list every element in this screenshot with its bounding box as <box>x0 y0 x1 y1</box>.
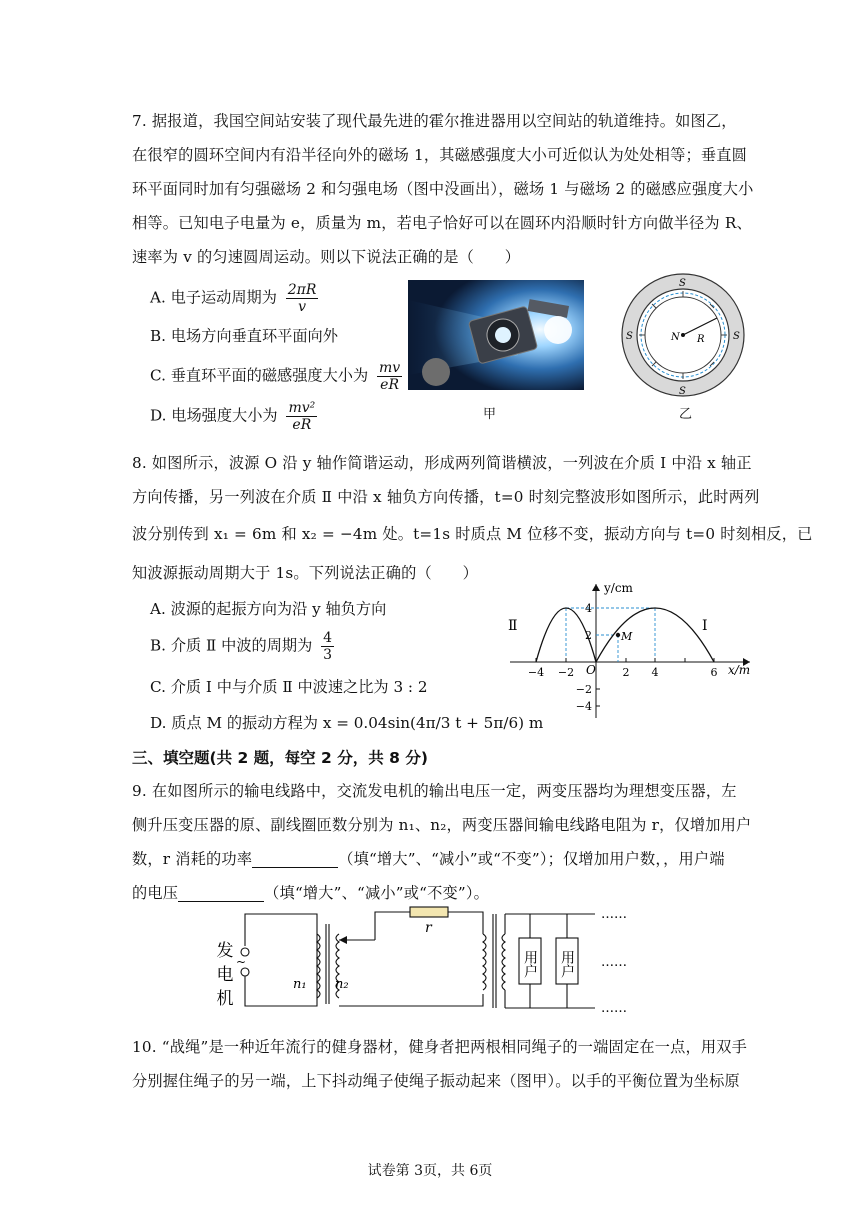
q8-option-c: C. 介质 Ⅰ 中与介质 Ⅱ 中波速之比为 3 : 2 <box>150 678 428 696</box>
ring-label-s-right: S <box>733 331 740 342</box>
q10-line1: 10. “战绳”是一种近年流行的健身器材，健身者把两根相同绳子的一端固定在一点，用双手 <box>132 1038 748 1056</box>
origin-label: O <box>586 663 596 677</box>
fraction-numerator: 2πR <box>287 282 317 298</box>
wave-graph <box>500 578 760 728</box>
q9-line4-start: 的电压 <box>132 884 179 902</box>
user-load-2: 用户 <box>559 950 575 978</box>
fraction-numerator: mv <box>379 360 401 376</box>
q7-line4: 相等。已知电子电量为 e，质量为 m，若电子恰好可以在圆环内沿顺时针方向做半径为 R、 <box>132 214 752 232</box>
thruster-photo <box>408 280 584 390</box>
ring-label-n: N <box>671 332 680 343</box>
q7-option-c-fraction <box>377 360 402 393</box>
coil-n2-label: n₂ <box>335 977 349 992</box>
figure-caption-yi: 乙 <box>679 407 693 422</box>
q9-line3-end: （填“增大”、“减小”或“不变”）；仅增加用户数，，用户端 <box>338 850 725 868</box>
dots-top: …… <box>601 907 627 922</box>
q9-line2: 侧升压变压器的原、副线圈匝数分别为 n₁、n₂，两变压器间输电线路电阻为 r，仅增加用户 <box>132 816 752 834</box>
y-tick: −4 <box>575 700 592 713</box>
point-m-label: M <box>621 630 633 643</box>
q9-line3 <box>132 842 732 876</box>
q8-option-b-fraction <box>321 630 334 663</box>
q8-option-d: D. 质点 M 的振动方程为 x = 0.04sin(4π/3 t + 5π/6) m <box>150 714 544 732</box>
q7-option-c-text: C. 垂直环平面的磁感强度大小为 <box>150 366 369 385</box>
figure-caption-jia: 甲 <box>483 407 497 422</box>
q8-option-a: A. 波源的起振方向为沿 y 轴负方向 <box>150 600 387 618</box>
fraction-denominator: eR <box>292 417 312 433</box>
x-tick: 2 <box>622 666 630 679</box>
fraction-denominator: eR <box>380 377 399 393</box>
page-footer: 试卷第 3页，共 6页 <box>367 1163 493 1179</box>
q7-line1: 7. 据报道，我国空间站安装了现代最先进的霍尔推进器用以空间站的轨道维持。如图乙， <box>132 112 737 130</box>
q7-line3: 环平面同时加有匀强磁场 2 和匀强电场（图中没画出），磁场 1 与磁场 2 的磁感应强度大小 <box>132 180 754 198</box>
q7-option-c <box>150 360 402 393</box>
q8-line4: 知波源振动周期大于 1s。下列说法正确的（ ） <box>132 564 479 582</box>
medium-1-label: Ⅰ <box>702 618 708 634</box>
ring-label-s-left: S <box>626 331 633 342</box>
fraction-denominator: 3 <box>323 647 333 663</box>
q8-option-b <box>150 630 334 663</box>
q8-line3: 波分别传到 x₁ = 6m 和 x₂ = −4m 处。t=1s 时质点 M 位移不变，振动方向与 t=0 时刻相反，已 <box>132 525 813 543</box>
answer-blank-power[interactable] <box>252 849 338 868</box>
coil-n1-label: n₁ <box>293 977 307 992</box>
y-tick: −2 <box>575 683 592 696</box>
fraction-numerator: 4 <box>323 630 333 646</box>
x-tick: 4 <box>651 666 659 679</box>
fraction-numerator: mv² <box>288 400 316 416</box>
q7-option-d-fraction <box>286 400 317 433</box>
generator-label-2: 电 <box>216 965 234 985</box>
user-load-1: 用户 <box>522 950 538 978</box>
q7-option-a-text: A. 电子运动周期为 <box>150 288 277 307</box>
magnetic-ring-diagram <box>618 270 748 400</box>
medium-2-label: Ⅱ <box>508 618 518 634</box>
x-tick: −2 <box>557 666 575 679</box>
x-tick: −4 <box>527 666 545 679</box>
q7-option-d-text: D. 电场强度大小为 <box>150 406 278 425</box>
ring-label-s-bottom: S <box>679 386 686 397</box>
fraction-denominator: v <box>298 299 307 315</box>
generator-label-1: 发 <box>216 941 234 961</box>
dots-bottom: …… <box>601 1001 627 1016</box>
y-axis-label: y/cm <box>604 581 633 595</box>
section-3-heading: 三、填空题(共 2 题，每空 2 分，共 8 分) <box>132 749 428 767</box>
q7-option-b: B. 电场方向垂直环平面向外 <box>150 327 338 345</box>
ring-label-s-top: S <box>679 278 686 289</box>
q10-line2: 分别握住绳子的另一端，上下抖动绳子使绳子振动起来（图甲）。以手的平衡位置为坐标原 <box>132 1072 740 1090</box>
resistor-r-label: r <box>425 920 432 936</box>
q9-line1: 9. 在如图所示的输电线路中，交流发电机的输出电压一定，两变压器均为理想变压器，左 <box>132 782 737 800</box>
q7-line5: 速率为 v 的匀速圆周运动。则以下说法正确的是（ ） <box>132 248 521 266</box>
q9-line3-start: 数，r 消耗的功率 <box>132 850 253 868</box>
q8-line2: 方向传播，另一列波在介质 Ⅱ 中沿 x 轴负方向传播，t=0 时刻完整波形如图所示，此时两列 <box>132 488 760 506</box>
ring-label-r: R <box>697 334 705 345</box>
generator-label-3: 机 <box>216 989 234 1009</box>
q9-line4-end: （填“增大”、“减小”或“不变”）。 <box>264 884 490 902</box>
x-axis-label: x/m <box>728 663 751 677</box>
transmission-circuit <box>205 900 655 1020</box>
y-tick: 4 <box>585 602 592 615</box>
dots-middle: …… <box>601 955 627 970</box>
q8-option-b-text: B. 介质 Ⅱ 中波的周期为 <box>150 636 313 655</box>
q7-option-d <box>150 400 317 433</box>
x-tick: 6 <box>710 666 718 679</box>
q7-line2: 在很窄的圆环空间内有沿半径向外的磁场 1，其磁感强度大小可近似认为处处相等；垂直圆 <box>132 146 748 164</box>
q7-option-a-fraction <box>286 282 319 315</box>
q8-line1: 8. 如图所示，波源 O 沿 y 轴作简谐运动，形成两列简谐横波，一列波在介质 Ⅰ 中沿 x 轴正 <box>132 454 752 472</box>
q7-option-a <box>150 282 318 315</box>
generator-tilde-icon: ~ <box>235 955 247 969</box>
y-tick: 2 <box>585 629 592 642</box>
